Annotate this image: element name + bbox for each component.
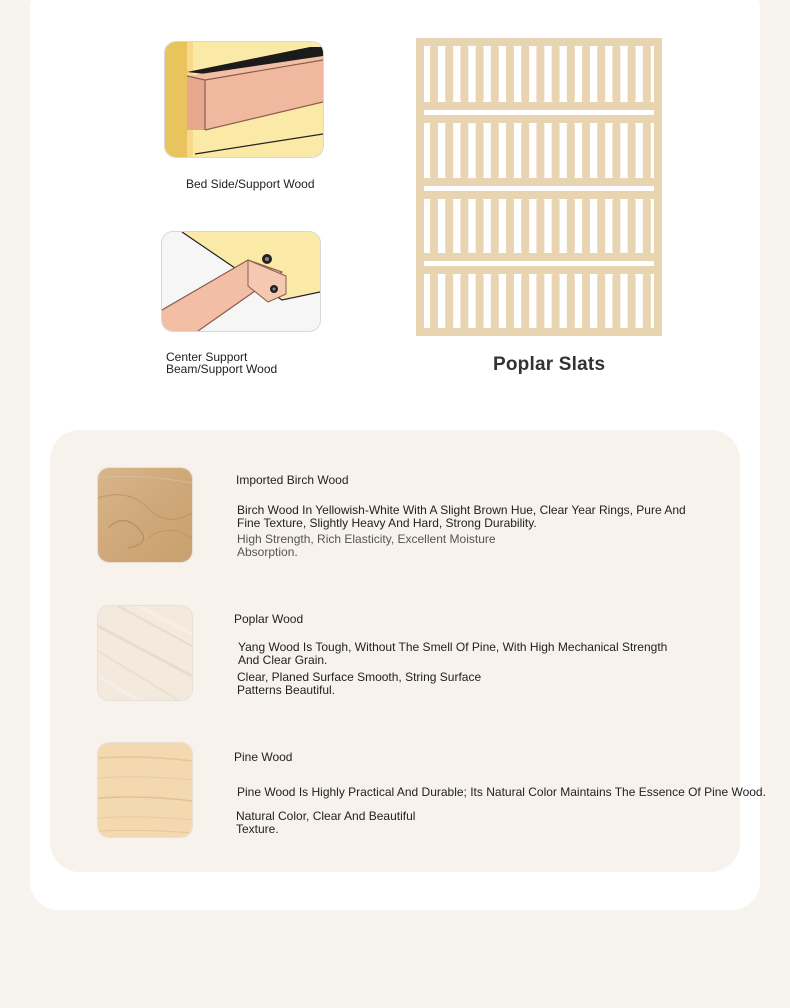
slat-side [654,38,662,336]
slat [445,123,453,178]
slat [582,123,590,178]
poplar-wood-desc-line2: And Clear Grain. [238,653,328,667]
slat-rail [416,115,662,123]
slat [491,46,499,102]
slat-rail [416,253,662,261]
poplar-slats-illustration [414,38,664,336]
slat [445,199,453,253]
birch-wood-sub-line1: High Strength, Rich Elasticity, Excellent Moisture [237,532,496,546]
slat [491,274,499,328]
slat [476,46,484,102]
slat [628,199,636,253]
center-support-caption-line2: Beam/Support Wood [166,362,278,376]
slat [643,123,651,178]
slat [567,46,575,102]
slat [506,123,514,178]
slat [612,199,620,253]
poplar-wood-desc-line1: Yang Wood Is Tough, Without The Smell Of Pine, With High Mechanical Strength [238,640,668,654]
slat [567,274,575,328]
slat [506,274,514,328]
slat-rail [416,178,662,186]
poplar-slats-title: Poplar Slats [493,354,606,375]
slat [506,46,514,102]
slat-rail [416,38,662,46]
slat [491,123,499,178]
slat [643,274,651,328]
pine-wood-swatch [97,742,193,838]
slat-rail [416,266,662,274]
slat [552,274,560,328]
center-support-drawing [162,232,320,331]
slat [597,274,605,328]
slat [582,46,590,102]
slat [597,46,605,102]
slat [628,123,636,178]
pine-wood-desc-line1: Pine Wood Is Highly Practical And Durable; Its Natural Color Maintains The Essence Of Pine Wood. [237,785,766,799]
slat [582,274,590,328]
slat-rail [416,102,662,110]
poplar-wood-sub-line2: Patterns Beautiful. [237,683,336,697]
slat [552,199,560,253]
slat [552,46,560,102]
slat [643,46,651,102]
slat [521,199,529,253]
birch-wood-swatch [97,467,193,563]
slat [612,274,620,328]
bed-side-support-illustration [164,41,324,158]
slat [536,199,544,253]
slat [460,46,468,102]
slat [536,46,544,102]
slat-side [416,38,424,336]
slat [460,199,468,253]
slat [445,274,453,328]
birch-wood-desc-line2: Fine Texture, Slightly Heavy And Hard, Strong Durability. [237,516,537,530]
slat [552,123,560,178]
pine-wood-sub-line1: Natural Color, Clear And Beautiful [236,809,416,823]
slat [476,199,484,253]
slat [491,199,499,253]
slat [430,274,438,328]
center-support-illustration [161,231,321,332]
slat [476,123,484,178]
pine-wood-sub-line2: Texture. [236,822,279,836]
slat [612,123,620,178]
poplar-wood-swatch [97,605,193,701]
bed-side-caption: Bed Side/Support Wood [186,177,315,191]
slat [643,199,651,253]
slat [445,46,453,102]
slat [597,199,605,253]
birch-wood-title: Imported Birch Wood [236,473,349,487]
slat [612,46,620,102]
slat [460,274,468,328]
slat [460,123,468,178]
slat [536,274,544,328]
slat [521,46,529,102]
slat [628,274,636,328]
slat-rail [416,191,662,199]
slat-rail [416,328,662,336]
slat [430,123,438,178]
birch-wood-sub-line2: Absorption. [237,545,298,559]
slat [536,123,544,178]
slat [628,46,636,102]
slat [476,274,484,328]
poplar-slats-drawing [414,38,664,336]
poplar-wood-sub-line1: Clear, Planed Surface Smooth, String Surface [237,670,482,684]
slat [430,199,438,253]
slat [597,123,605,178]
birch-wood-desc-line1: Birch Wood In Yellowish-White With A Slight Brown Hue, Clear Year Rings, Pure And [237,503,686,517]
center-support-caption-line1: Center Support [166,350,248,364]
poplar-wood-title: Poplar Wood [234,612,304,626]
slat [506,199,514,253]
bed-side-support-drawing [165,42,323,157]
slat [567,123,575,178]
slat [582,199,590,253]
slat [521,123,529,178]
slat [567,199,575,253]
pine-wood-title: Pine Wood [234,750,293,764]
slat [430,46,438,102]
slat [521,274,529,328]
